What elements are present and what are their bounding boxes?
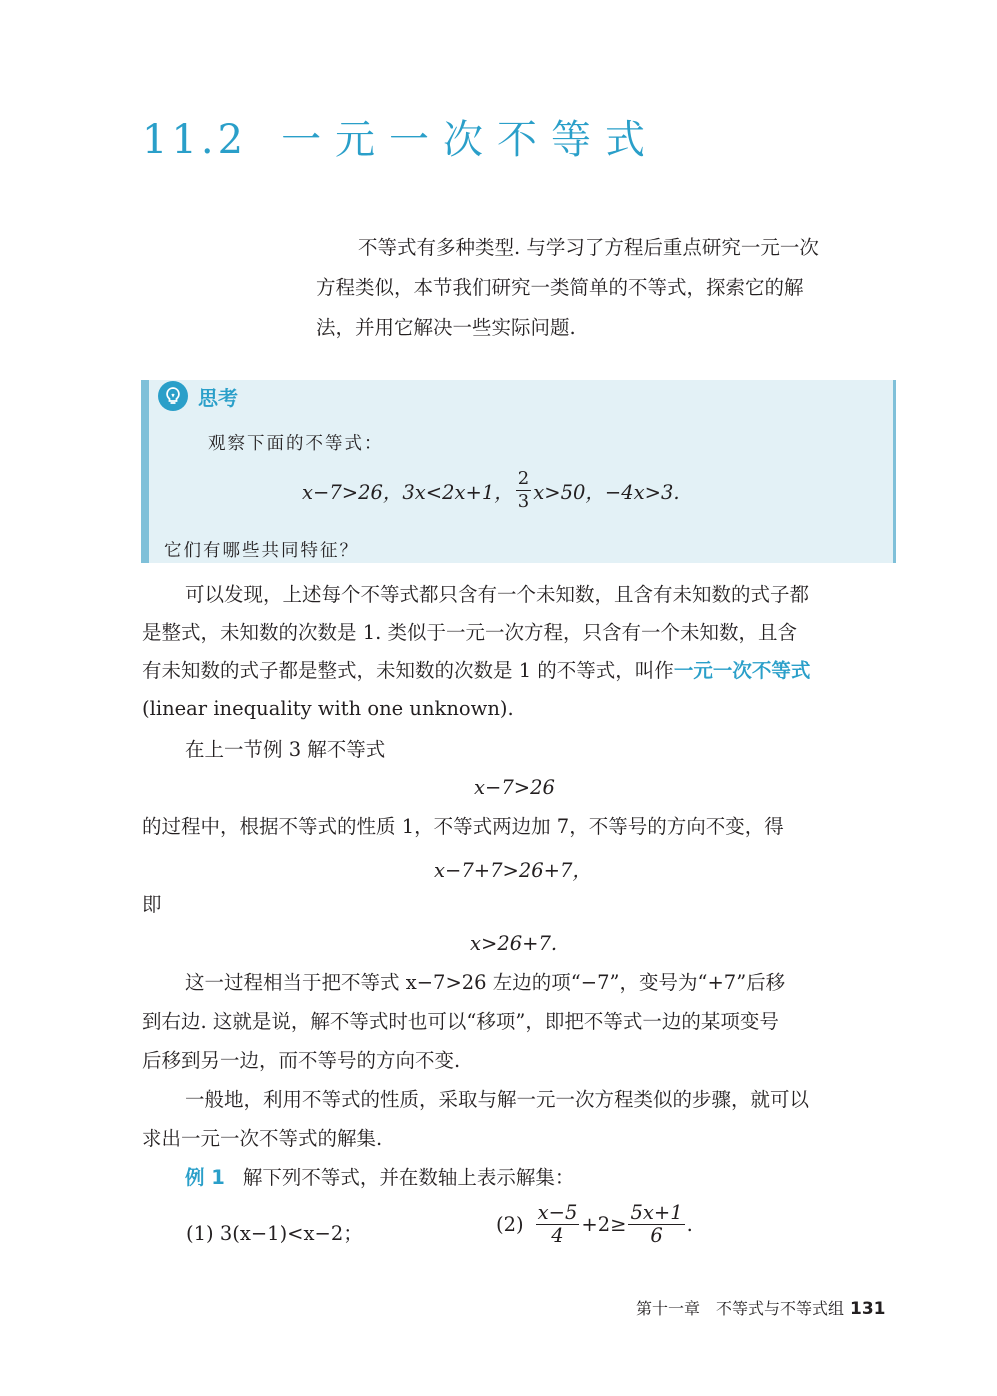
fraction-two-thirds — [516, 468, 531, 513]
think-inequalities — [302, 468, 680, 513]
intro-paragraph — [316, 228, 900, 348]
footer-chapter: 第十一章 不等式与不等式组 — [636, 1299, 845, 1318]
example-problem-1: (1) 3(x−1)<x−2； — [186, 1222, 363, 1245]
fraction-denominator: 6 — [628, 1224, 684, 1247]
example-text: 解下列不等式，并在数轴上表示解集： — [242, 1166, 575, 1189]
inequality-group-2: x>50，−4x>3. — [533, 480, 680, 504]
section-title — [142, 108, 659, 165]
fraction-numerator: 2 — [517, 468, 530, 489]
problem-2-middle: +2≥ — [581, 1213, 627, 1236]
fraction-x-minus-5-over-4 — [536, 1202, 580, 1247]
page-number: 131 — [850, 1299, 886, 1319]
page-footer — [636, 1296, 886, 1319]
fraction-numerator: x−5 — [537, 1201, 578, 1224]
equation-3: x>26+7. — [470, 932, 558, 955]
problem-2-end: . — [686, 1213, 693, 1236]
para1-line1: 可以发现，上述每个不等式都只含有一个未知数，且含有未知数的式子都 — [185, 583, 810, 606]
para1-line3 — [142, 652, 810, 690]
equation-2: x−7+7>26+7， — [434, 859, 592, 882]
inequality-group-1: x−7>26，3x<2x+1， — [302, 480, 514, 504]
think-prompt: 观察下面的不等式： — [208, 434, 384, 454]
think-heading-text: 思考 — [198, 385, 238, 410]
think-question: 它们有哪些共同特征？ — [164, 541, 359, 561]
example-label: 例 1 — [185, 1166, 225, 1189]
equation-1: x−7>26 — [474, 776, 555, 799]
para1-line3-text: 有未知数的式子都是整式，未知数的次数是 1 的不等式，叫作 — [142, 659, 674, 682]
section-title-text: 一元一次不等式 — [281, 117, 660, 163]
fraction-denominator: 4 — [536, 1224, 580, 1247]
intro-line: 方程类似，本节我们研究一类简单的不等式，探索它的解 — [316, 276, 804, 299]
example-line — [185, 1159, 574, 1197]
para2-line1: 在上一节例 3 解不等式 — [185, 738, 386, 761]
intro-line: 法，并用它解决一些实际问题. — [316, 316, 576, 339]
section-number: 11.2 — [142, 117, 248, 163]
fraction-numerator: 5x+1 — [630, 1201, 683, 1224]
para3-line3: 后移到另一边，而不等号的方向不变. — [142, 1049, 461, 1072]
para3-line1: 这一过程相当于把不等式 x−7>26 左边的项“−7”，变号为“+7”后移 — [185, 971, 786, 994]
think-heading — [158, 380, 238, 412]
para1-line2: 是整式，未知数的次数是 1. 类似于一元一次方程，只含有一个未知数，且含 — [142, 621, 798, 644]
lightbulb-icon — [158, 381, 188, 411]
problem-2-label: (2) — [496, 1213, 524, 1236]
keyword-linear-inequality: 一元一次不等式 — [673, 659, 811, 682]
para2-line3: 即 — [142, 893, 162, 916]
para4-line2: 求出一元一次不等式的解集. — [142, 1127, 383, 1150]
para1-line4: (linear inequality with one unknown). — [142, 697, 514, 720]
para2-line2: 的过程中，根据不等式的性质 1，不等式两边加 7，不等号的方向不变，得 — [142, 815, 784, 838]
fraction-5x-plus-1-over-6 — [628, 1202, 684, 1247]
example-problem-2 — [496, 1202, 693, 1247]
fraction-denominator: 3 — [517, 491, 530, 512]
para3-line2: 到右边. 这就是说，解不等式时也可以“移项”，即把不等式一边的某项变号 — [142, 1010, 779, 1033]
intro-line: 不等式有多种类型. 与学习了方程后重点研究一元一次 — [358, 236, 819, 259]
para4-line1: 一般地，利用不等式的性质，采取与解一元一次方程类似的步骤，就可以 — [185, 1088, 810, 1111]
